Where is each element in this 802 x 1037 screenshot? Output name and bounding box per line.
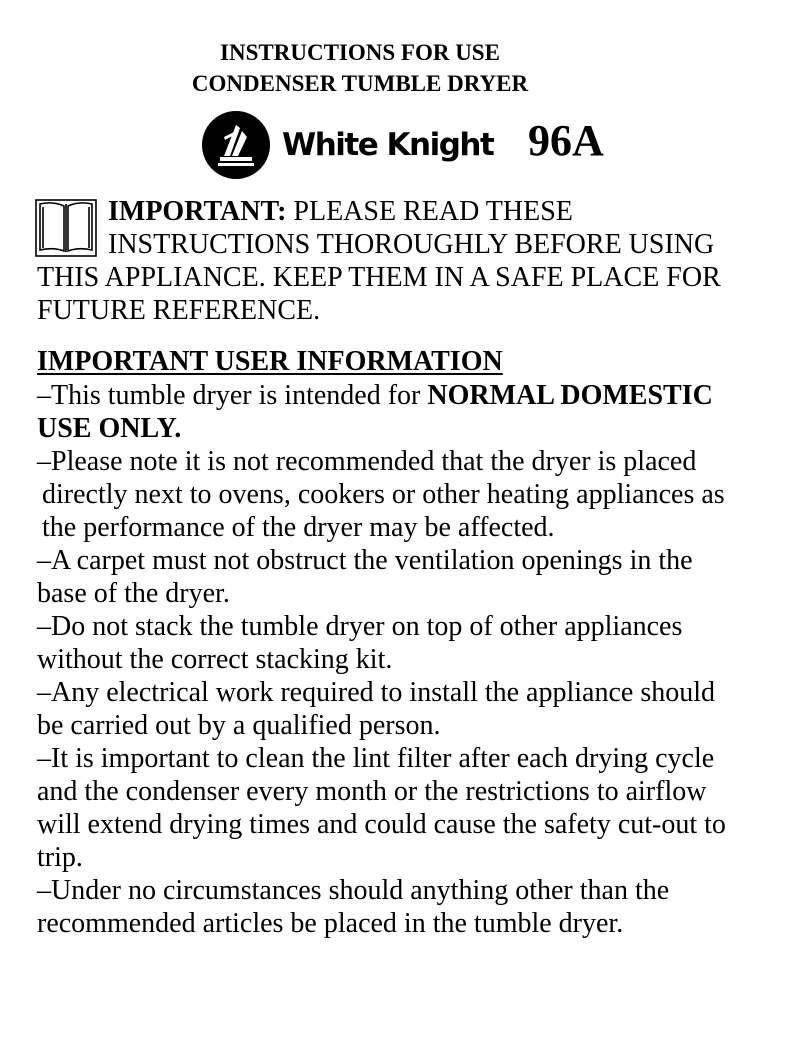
item-4-line-2: without the correct stacking kit. (37, 644, 393, 675)
item-1-line-2: USE ONLY. (37, 413, 182, 444)
title-line-1: INSTRUCTIONS FOR USE (220, 40, 500, 65)
important-line-1-rest: PLEASE READ THESE (286, 196, 573, 227)
item-6-line-2: and the condenser every month or the restrictions to airflow (37, 776, 707, 807)
item-1-line-1 (37, 379, 713, 412)
item-2-line-3: the performance of the dryer may be affected. (42, 512, 555, 543)
important-line-3: THIS APPLIANCE. KEEP THEM IN A SAFE PLACE FOR (37, 262, 721, 293)
item-6-line-3: will extend drying times and could cause the safety cut-out to (37, 809, 726, 840)
white-knight-logo-icon (202, 111, 270, 179)
open-book-icon (34, 198, 98, 260)
title-line-2: CONDENSER TUMBLE DRYER (191, 71, 529, 96)
item-3-line-2: base of the dryer. (37, 578, 230, 609)
item-4-line-1: –Do not stack the tumble dryer on top of other appliances (37, 611, 683, 642)
item-1-bold: NORMAL DOMESTIC (427, 380, 713, 411)
important-line-1 (108, 195, 573, 228)
item-7-line-1: –Under no circumstances should anything other than the (37, 875, 670, 906)
item-3-line-1: –A carpet must not obstruct the ventilation openings in the (37, 545, 693, 576)
user-info-heading: IMPORTANT USER INFORMATION (37, 346, 503, 377)
important-line-2: INSTRUCTIONS THOROUGHLY BEFORE USING (108, 229, 715, 260)
item-1-prefix: –This tumble dryer is intended for (37, 380, 428, 411)
item-2-line-1: –Please note it is not recommended that the dryer is placed (37, 446, 697, 477)
brand-logo (202, 110, 493, 180)
brand-name: White Knight (282, 127, 494, 163)
item-6-line-1: –It is important to clean the lint filter after each drying cycle (37, 743, 715, 774)
model-number: 96A (528, 116, 604, 165)
item-6-line-4: trip. (37, 842, 83, 873)
important-line-4: FUTURE REFERENCE. (37, 295, 321, 326)
item-5-line-1: –Any electrical work required to install the appliance should (37, 677, 716, 708)
item-2-line-2: directly next to ovens, cookers or other heating appliances as (42, 479, 725, 510)
important-label: IMPORTANT: (108, 196, 287, 227)
item-7-line-2: recommended articles be placed in the tumble dryer. (37, 908, 624, 939)
item-5-line-2: be carried out by a qualified person. (37, 710, 441, 741)
